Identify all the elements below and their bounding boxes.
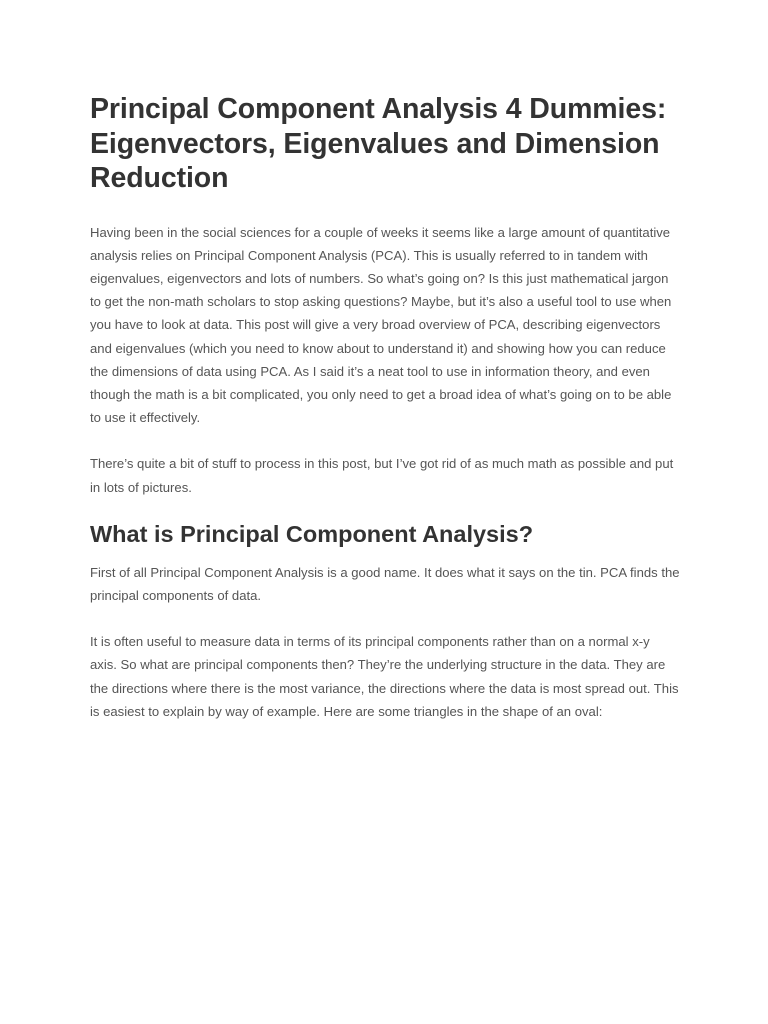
second-paragraph: There’s quite a bit of stuff to process in this post, but I’ve got rid of as much math as possible and put in lots of pictures. bbox=[90, 456, 674, 495]
section-paragraph-2: It is often useful to measure data in terms of its principal components rather than on a normal x-y axis. So what are principal components then? They’re the underlying structure in the data. They are the directions where there is the most variance, the directions where the data is most spread out. This is easiest to explain by way of example. Here are some triangles in the shape of an oval: bbox=[90, 634, 679, 719]
section-paragraph-1: First of all Principal Component Analysis is a good name. It does what it says on the tin. PCA finds the principal components of data. bbox=[90, 564, 680, 603]
article-body bbox=[90, 92, 680, 723]
section-heading: What is Principal Component Analysis? bbox=[90, 520, 534, 547]
article-title: Principal Component Analysis 4 Dummies: Eigenvectors, Eigenvalues and Dimension Reduction bbox=[90, 93, 667, 194]
intro-paragraph: Having been in the social sciences for a couple of weeks it seems like a large amount of quantitative analysis relies on Principal Component Analysis (PCA). This is usually referred to in tandem with eigenvalues, eigenvectors and lots of numbers. So what’s going on? Is this just mathematical jargon to get the non-math scholars to stop asking questions? Maybe, but it’s also a useful tool to use when you have to look at data. This post will give a very broad overview of PCA, describing eigenvectors and eigenvalues (which you need to know about to understand it) and showing how you can reduce the dimensions of data using PCA. As I said it’s a neat tool to use in information theory, and even though the math is a bit complicated, you only need to get a broad idea of what’s going on to be able to use it effectively. bbox=[90, 224, 672, 426]
